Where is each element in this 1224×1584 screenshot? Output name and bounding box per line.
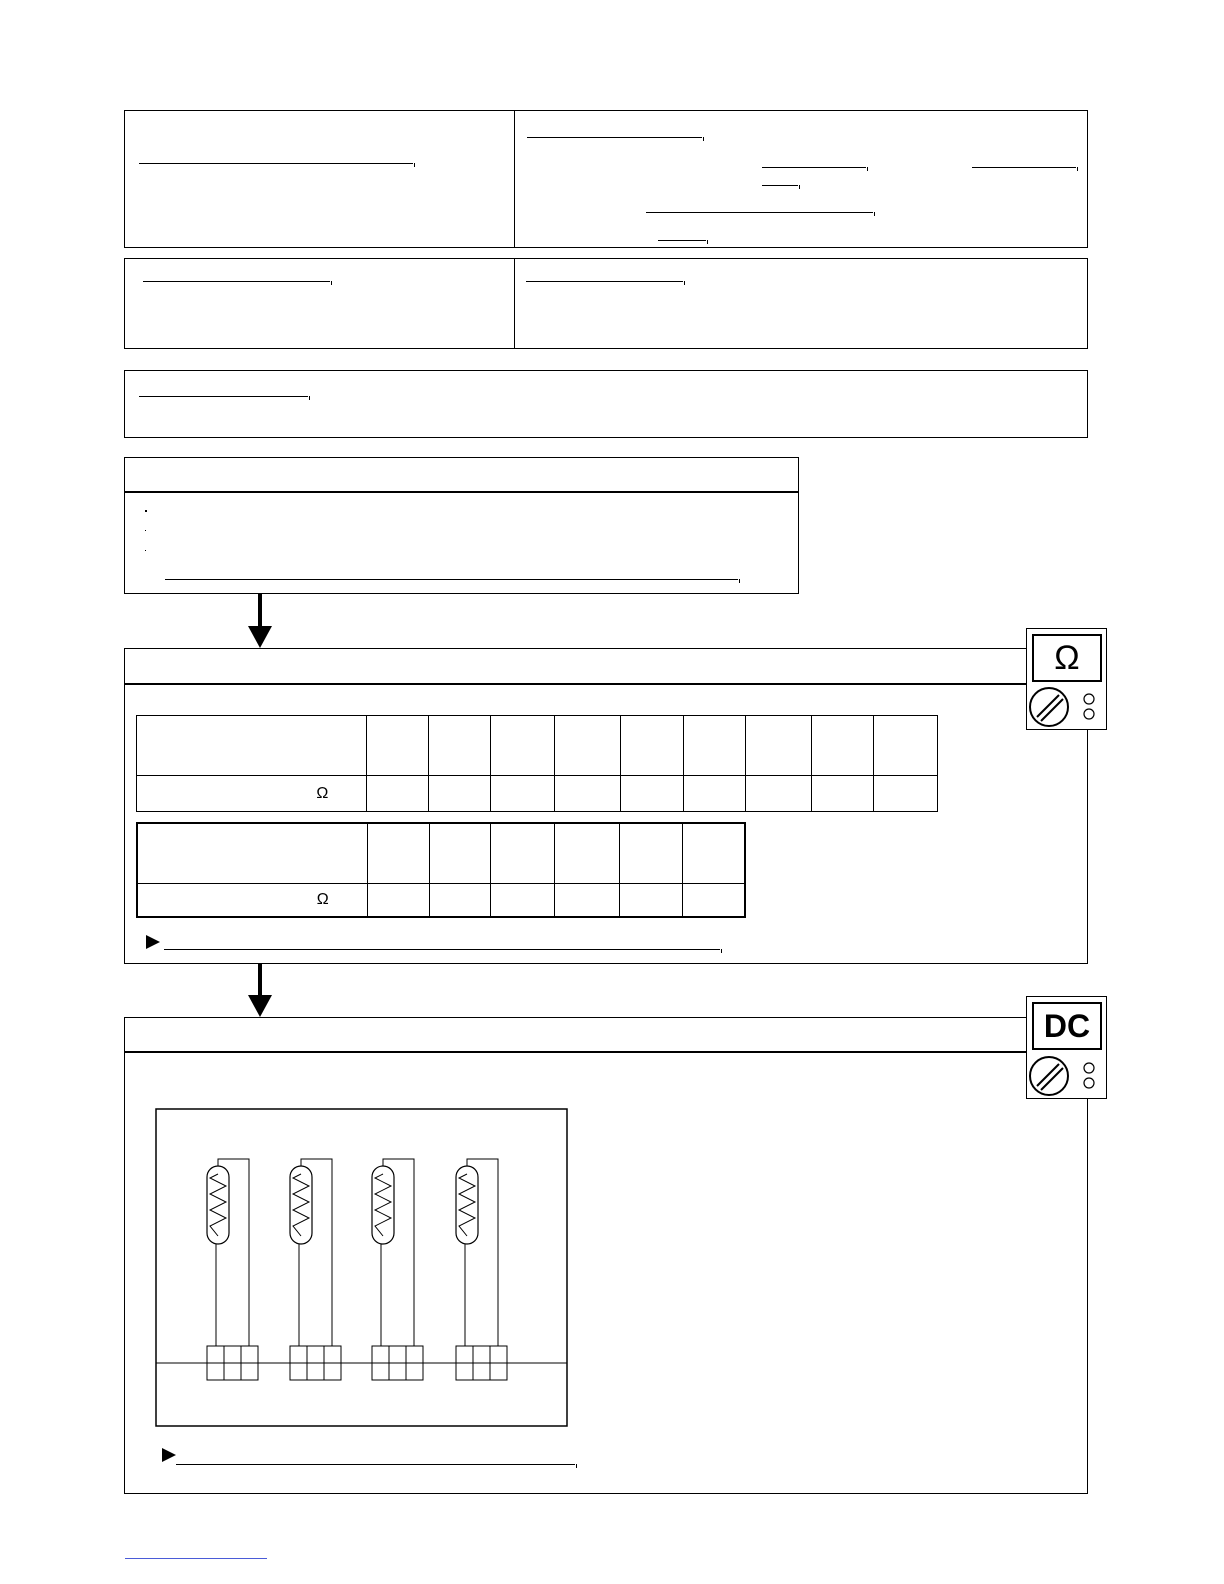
step-2-arrow-bullet-icon (146, 935, 160, 949)
info-box-2 (124, 258, 1088, 349)
table-1-unit-label: Ω (137, 776, 367, 812)
table-cell (811, 776, 873, 812)
step-1-header-rule (125, 491, 798, 493)
table-cell (429, 883, 491, 917)
info-box-1-right-heading-link[interactable] (527, 137, 702, 138)
info-box-1-divider (514, 111, 515, 247)
table-2-header-label (137, 823, 367, 883)
flow-arrow-2 (246, 963, 274, 1019)
table-cell (745, 716, 811, 776)
info-box-3-link[interactable] (139, 396, 308, 397)
ohmmeter-screen (1032, 634, 1102, 682)
step-1-bullet-2 (145, 530, 146, 531)
table-cell (555, 776, 620, 812)
step-3-arrow-bullet-icon (162, 1448, 176, 1462)
info-box-1 (124, 110, 1088, 248)
table-cell (491, 716, 555, 776)
table-cell (620, 823, 683, 883)
table-cell (555, 823, 620, 883)
table-cell (683, 716, 745, 776)
info-box-2-divider (514, 259, 515, 348)
step-2-result-link[interactable] (164, 949, 720, 950)
info-box-1-link-b[interactable] (972, 167, 1076, 168)
table-cell (429, 823, 491, 883)
flow-arrow-1 (246, 594, 274, 650)
table-cell (491, 883, 555, 917)
step-1-box (124, 457, 799, 594)
table-cell (873, 776, 937, 812)
table-cell (873, 716, 937, 776)
table-cell (429, 716, 491, 776)
step-3-header-rule (125, 1051, 1029, 1053)
info-box-2-left-link[interactable] (143, 281, 330, 282)
info-box-1-link-d[interactable] (646, 212, 873, 213)
table-cell (620, 883, 683, 917)
table-cell (811, 716, 873, 776)
info-box-3 (124, 370, 1088, 438)
connector-diagram (155, 1108, 568, 1428)
table-cell (491, 823, 555, 883)
step-2-header-rule (125, 683, 1029, 685)
dc-voltmeter-dial-icon (1027, 1054, 1107, 1098)
dc-voltmeter-screen (1032, 1002, 1102, 1050)
table-cell (491, 776, 555, 812)
footer-link[interactable] (125, 1558, 267, 1559)
resistance-table-1 (136, 715, 938, 812)
dc-voltmeter-icon (1026, 996, 1107, 1099)
info-box-1-link-a[interactable] (762, 167, 866, 168)
table-cell (745, 776, 811, 812)
ohmmeter-icon (1026, 628, 1107, 730)
table-cell (555, 883, 620, 917)
step-1-bullet-1 (145, 510, 147, 512)
table-cell (683, 776, 745, 812)
table-2-unit-label: Ω (137, 883, 367, 917)
table-cell (620, 716, 683, 776)
table-cell (683, 883, 745, 917)
table-cell (367, 823, 429, 883)
table-cell (367, 776, 429, 812)
table-cell (555, 716, 620, 776)
table-cell (429, 776, 491, 812)
dc-voltmeter-symbol: DC (1043, 1007, 1091, 1044)
info-box-1-left-heading-link[interactable] (139, 163, 413, 164)
info-box-1-link-e[interactable] (658, 240, 706, 241)
step-1-bullet-3 (145, 550, 146, 551)
table-cell (683, 823, 745, 883)
step-3-result-link[interactable] (176, 1464, 575, 1465)
resistance-table-2 (136, 822, 746, 918)
ohmmeter-symbol: Ω (1054, 638, 1080, 677)
info-box-1-link-c[interactable] (762, 185, 798, 186)
step-1-link[interactable] (165, 579, 738, 580)
table-cell (367, 883, 429, 917)
table-cell (620, 776, 683, 812)
table-1-header-label (137, 716, 367, 776)
info-box-2-right-link[interactable] (526, 281, 683, 282)
table-cell (367, 716, 429, 776)
ohmmeter-dial-icon (1027, 685, 1107, 729)
